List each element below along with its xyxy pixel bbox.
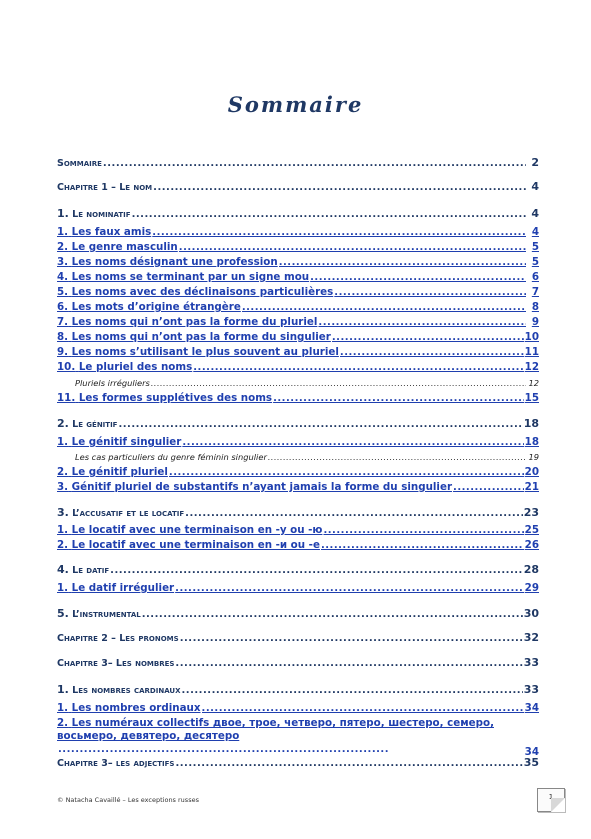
toc-entry-page: 4 [531, 207, 539, 220]
toc-leader-dots [242, 301, 526, 314]
page-title: Sommaire [227, 92, 364, 117]
toc-leader-dots [279, 256, 526, 269]
toc-leader-dots [151, 377, 526, 390]
toc-entry[interactable] [57, 436, 539, 449]
toc-entry-title [57, 271, 309, 284]
toc-entry-title [57, 582, 174, 595]
toc-leader-dots [323, 524, 523, 537]
toc-entry[interactable] [57, 539, 539, 552]
toc-entry-text: Les noms qui n’ont pas la forme du pluriel [71, 316, 318, 328]
toc-entry-number: 1. [57, 683, 69, 696]
toc-entry-text: Les noms se terminant par un signe mou [71, 271, 310, 283]
toc-entry-number: 1. [57, 702, 69, 714]
toc-entry-page: 12 [528, 378, 539, 388]
toc-entry-number: 2. [57, 417, 69, 430]
toc-entry-title [57, 286, 333, 299]
toc-entry-page: 10 [524, 331, 539, 343]
toc-entry-text: Le nominatif [72, 209, 131, 220]
toc-entry-text: Les numéraux collectifs двое, трое, четверо, пятеро, шестеро, семеро, восьмеро, девятеро, десятеро [57, 717, 494, 742]
toc-entry-text: Les nombres ordinaux [71, 702, 201, 714]
toc-entry-number: 2. [57, 466, 69, 478]
toc-entry-text: Les mots d’origine étrangère [71, 301, 241, 313]
toc-entry[interactable] [57, 582, 539, 595]
toc-entry-title [57, 346, 339, 359]
toc-entry-page: 23 [523, 506, 539, 519]
toc-leader-dots [332, 331, 524, 344]
toc-leader-dots [273, 392, 524, 405]
toc-entry-text: Les noms désignant une profession [71, 256, 278, 268]
toc-entry-title [57, 226, 151, 239]
toc-entry[interactable] [57, 226, 539, 239]
toc-entry-page: 4 [531, 180, 539, 193]
toc-entry-number: 9. [57, 346, 69, 358]
toc-entry-title [57, 607, 141, 621]
toc-entry-text: L’instrumental [72, 609, 141, 620]
toc-entry-page: 15 [524, 392, 539, 404]
toc-entry-title [57, 301, 241, 314]
toc-entry-title [57, 563, 109, 577]
toc-entry[interactable] [57, 656, 539, 670]
toc-entry[interactable] [57, 563, 539, 577]
toc-entry-number: 4. [57, 563, 69, 576]
toc-entry-text: Le genre masculin [71, 241, 178, 253]
toc-entry[interactable] [57, 207, 539, 221]
toc-entry-page: 33 [523, 656, 539, 669]
toc-entry-number: 3. [57, 506, 69, 519]
toc-leader-dots [153, 181, 526, 194]
toc-entry-title [57, 157, 102, 170]
toc-entry-page: 32 [523, 631, 539, 644]
toc-entry-number: 5. [57, 286, 69, 298]
toc-entry-text: Le pluriel des noms [78, 361, 193, 373]
toc-entry[interactable] [57, 702, 539, 715]
toc-entry-page: 5 [531, 241, 539, 253]
toc-entry-number: 7. [57, 316, 69, 328]
toc-entry-text: L’accusatif et le locatif [72, 508, 185, 519]
toc-entry-number: 11. [57, 392, 76, 404]
toc-leader-dots [103, 157, 526, 170]
toc-entry[interactable] [57, 180, 539, 194]
toc-entry-text: Les cas particuliers du genre féminin singulier [75, 452, 267, 462]
toc-leader-dots [132, 208, 526, 221]
toc-leader-dots [175, 657, 522, 670]
toc-entry-text: Le datif irrégulier [71, 582, 175, 594]
toc-entry-title [57, 256, 278, 269]
toc-entry-title [57, 417, 117, 431]
toc-leader-dots [110, 564, 523, 577]
toc-entry[interactable] [57, 346, 539, 359]
toc-entry-page: 29 [524, 582, 539, 594]
toc-entry-number: 4. [57, 271, 69, 283]
toc-entry[interactable] [57, 271, 539, 284]
toc-entry[interactable] [57, 717, 539, 759]
toc-entry-title [57, 683, 180, 697]
toc-entry-page: 34 [524, 746, 539, 758]
toc-entry[interactable] [57, 331, 539, 344]
toc-leader-dots [181, 684, 522, 697]
toc-entry-page: 28 [523, 563, 539, 576]
toc-leader-dots [175, 582, 524, 595]
toc-leader-dots [182, 436, 523, 449]
toc-entry-text: Le datif [72, 565, 110, 576]
toc-entry-number: 2. [57, 539, 69, 551]
toc-entry-title [57, 181, 152, 194]
toc-entry-page: 20 [524, 466, 539, 478]
toc-entry-number: 1. [57, 582, 69, 594]
page-number: 1 [537, 788, 565, 812]
toc-entry-page: 21 [524, 481, 539, 493]
toc-entry-text: Le locatif avec une terminaison en -у ou -ю [71, 524, 323, 536]
toc-entry-title [57, 241, 178, 254]
toc-entry-page: 18 [523, 417, 539, 430]
toc-leader-dots [334, 286, 526, 299]
toc-entry[interactable] [57, 683, 539, 697]
toc-entry-page: 7 [531, 286, 539, 298]
toc-entry[interactable] [57, 466, 539, 479]
toc-leader-dots [202, 702, 524, 715]
toc-entry-number: 2. [57, 241, 69, 253]
toc-entry-page: 18 [524, 436, 539, 448]
toc-leader-dots [185, 507, 523, 520]
toc-entry-page: 26 [524, 539, 539, 551]
toc-entry-number: 5. [57, 607, 69, 620]
toc-entry-page: 30 [523, 607, 539, 620]
toc-entry[interactable] [57, 301, 539, 314]
toc-entry-title [57, 436, 181, 449]
toc-leader-dots [152, 226, 526, 239]
toc-entry-page: 2 [531, 156, 539, 169]
toc-entry-number: 1. [57, 436, 69, 448]
toc-entry-title [57, 392, 272, 405]
toc-entry[interactable] [57, 417, 539, 431]
toc-entry-title [57, 702, 201, 715]
toc-entry[interactable] [57, 286, 539, 299]
toc-entry[interactable] [57, 756, 539, 770]
toc-entry-title [57, 757, 174, 770]
toc-leader-dots [142, 608, 523, 621]
toc-entry-number: 2. [57, 717, 69, 729]
toc-entry-number: 10. [57, 361, 76, 373]
toc-entry-title [57, 361, 192, 374]
toc-leader-dots [175, 757, 522, 770]
toc-entry-title [57, 657, 174, 670]
toc-entry-page: 12 [524, 361, 539, 373]
toc-entry-text: Génitif pluriel de substantifs n’ayant jamais la forme du singulier [71, 481, 453, 493]
toc-entry-text: Chapitre 1 – Le nom [57, 182, 153, 193]
toc-entry-page: 34 [524, 702, 539, 714]
toc-entry[interactable] [57, 524, 539, 537]
toc-entry-text: Chapitre 2 – Les pronoms [57, 633, 179, 644]
toc-entry-text: Le génitif singulier [71, 436, 182, 448]
toc-leader-dots [310, 271, 526, 284]
toc-entry[interactable] [57, 156, 539, 170]
toc-leader-dots [453, 481, 524, 494]
toc-entry[interactable] [57, 631, 539, 645]
toc-entry[interactable] [57, 481, 539, 494]
toc-entry-page: 6 [531, 271, 539, 283]
toc-entry[interactable] [57, 506, 539, 520]
toc-leader-dots [268, 451, 526, 464]
toc-entry-number: 3. [57, 481, 69, 493]
toc-entry[interactable] [57, 256, 539, 269]
toc-entry-text: Le locatif avec une terminaison en -и ou -е [71, 539, 320, 551]
toc-leader-dots [179, 241, 526, 254]
toc-entry-title [75, 377, 150, 390]
toc-entry-number: 1. [57, 207, 69, 220]
toc-leader-dots [193, 361, 523, 374]
toc-entry-page: 33 [523, 683, 539, 696]
toc-entry-title [57, 506, 184, 520]
toc-entry[interactable] [75, 451, 539, 464]
toc-entry-title [57, 481, 452, 494]
toc-leader-dots [180, 632, 523, 645]
toc-leader-dots [321, 539, 524, 552]
toc-entry[interactable] [57, 607, 539, 621]
toc-entry-text: Le génitif [72, 419, 118, 430]
toc-entry-page: 4 [531, 226, 539, 238]
toc-entry-page: 25 [524, 524, 539, 536]
toc-entry-title [57, 207, 131, 221]
toc-entry-page: 5 [531, 256, 539, 268]
toc-entry-text: Les noms avec des déclinaisons particulières [71, 286, 334, 298]
toc-entry-text: Chapitre 3– les adjectifs [57, 758, 175, 769]
toc-entry-title [57, 717, 494, 742]
toc-entry-number: 3. [57, 256, 69, 268]
toc-entry-title [57, 466, 168, 479]
toc-entry-title [57, 331, 331, 344]
toc-entry-text: Les faux amis [71, 226, 152, 238]
toc-entry-text: Pluriels irréguliers [75, 378, 150, 388]
toc-leader-dots [318, 316, 526, 329]
toc-entry-number: 8. [57, 331, 69, 343]
toc-entry-number: 1. [57, 226, 69, 238]
toc-entry-text: Les formes supplétives des noms [78, 392, 273, 404]
toc-entry-number: 1. [57, 524, 69, 536]
toc-entry[interactable] [57, 241, 539, 254]
toc-entry-title [57, 539, 320, 552]
toc-entry-text: Chapitre 3– Les nombres [57, 658, 175, 669]
toc-entry[interactable] [75, 377, 539, 390]
toc-entry-text: Les noms qui n’ont pas la forme du singulier [71, 331, 331, 343]
page-footer: © Natacha Cavaillé – Les exceptions russes [57, 796, 199, 804]
toc-leader-dots [58, 743, 388, 755]
toc-entry-page: 19 [528, 452, 539, 462]
toc-entry-text: Sommaire [57, 158, 102, 169]
toc-entry-title [57, 632, 179, 645]
toc-leader-dots [169, 466, 524, 479]
toc-entry-title [57, 524, 322, 537]
toc-entry[interactable] [57, 316, 539, 329]
toc-entry[interactable] [57, 361, 539, 374]
toc-entry-page: 11 [524, 346, 539, 358]
toc-entry-title [57, 316, 317, 329]
toc-entry-text: Le génitif pluriel [71, 466, 168, 478]
toc-entry-page: 8 [531, 301, 539, 313]
toc-entry-page: 9 [531, 316, 539, 328]
toc-entry-page: 35 [523, 756, 539, 769]
toc-leader-dots [118, 418, 522, 431]
toc-entry-title [75, 451, 267, 464]
toc-entry-text: Les nombres cardinaux [72, 685, 181, 696]
toc-leader-dots [340, 346, 524, 359]
toc-entry[interactable] [57, 392, 539, 405]
toc-entry-text: Les noms s’utilisant le plus souvent au pluriel [71, 346, 339, 358]
toc-entry-number: 6. [57, 301, 69, 313]
